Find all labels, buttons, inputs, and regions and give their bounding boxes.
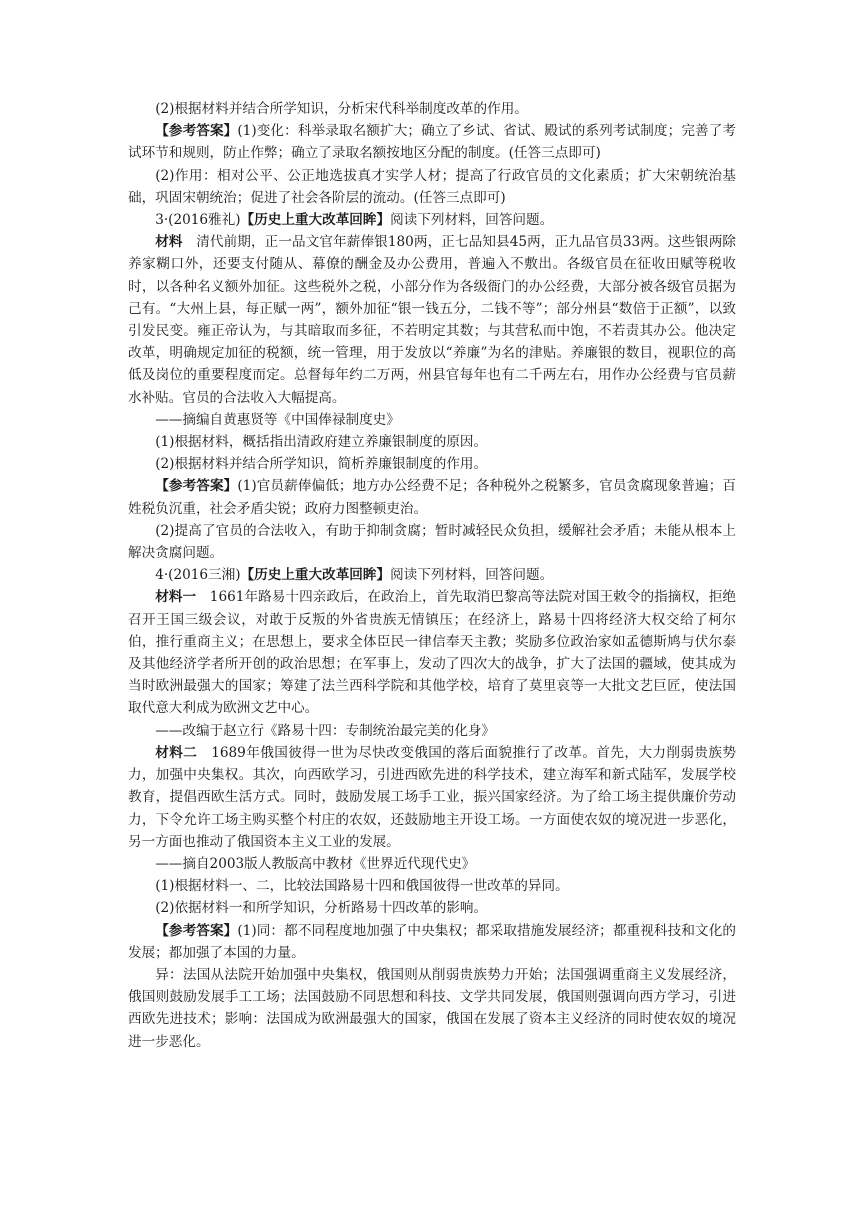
answer-label: 【参考答案】 [155,922,238,939]
question-text: (1)根据材料一、二，比较法国路易十四和俄国彼得一世改革的异同。 [155,878,569,895]
document-page [128,98,736,1053]
question-heading [128,564,736,586]
material-label: 材料一 [155,589,197,606]
answer-text: (1)官员薪俸偏低；地方办公经费不足；各种税外之税繁多，官员贪腐现象普遍；百姓税负沉重，社会矛盾尖锐；政府力图整顿吏治。 [128,478,736,517]
material-paragraph [128,586,736,719]
material-text: 1661年路易十四亲政后，在政治上，首先取消巴黎高等法院对国王敕令的指摘权，拒绝召开王国三级会议，对敢于反叛的外省贵族无情镇压；在经济上，路易十四将经济大权交给了柯尔伯，推行重商主义；在思想上，要求全体臣民一律信奉天主教；奖励多位政治家如孟德斯鸠与伏尔泰及其他经济学者所开创的政治思想；在军事上，发动了四次大的战争，扩大了法国的疆域，使其成为当时欧洲最强大的国家；筹建了法兰西科学院和其他学校，培育了莫里哀等一大批文艺巨匠，使法国取代意大利成为欧洲文艺中心。 [128,589,737,717]
answer-paragraph [128,920,736,964]
answer-text: (1)变化：科举录取名额扩大；确立了乡试、省试、殿试的系列考试制度；完善了考试环节和规则，防止作弊；确立了录取名额按地区分配的制度。(任答三点即可) [128,123,736,162]
question-number: 4·(2016三湘) [155,567,241,584]
question-text: (2)根据材料并结合所学知识，分析宋代科举制度改革的作用。 [155,101,528,117]
answer-text: (2)作用：相对公平、公正地选拔真才实学人材；提高了行政官员的文化素质；扩大宋朝统治基础，巩固宋朝统治；促进了社会各阶层的流动。(任答三点即可) [128,167,736,206]
answer-text: 异：法国从法院开始加强中央集权，俄国则从削弱贵族势力开始；法国强调重商主义发展经济，俄国则鼓励发展手工工场；法国鼓励不同思想和科技、文学共同发展，俄国则强调向西方学习，引进西欧先进技术；影响：法国成为欧洲最强大的国家，俄国在发展了资本主义经济的同时使农奴的境况进一步恶化。 [128,966,736,1050]
material-source: ——摘编自黄惠贤等《中国俸禄制度史》 [155,411,400,428]
question-number: 3·(2016雅礼) [155,212,241,229]
material-source: ——改编于赵立行《路易十四：专制统治最完美的化身》 [155,722,496,739]
question-tag: 【历史上重大改革回眸】 [240,212,391,229]
answer-paragraph [128,120,736,164]
question-intro: 阅读下列材料，回答问题。 [390,212,554,229]
answer-label: 【参考答案】 [155,123,238,140]
question-heading [128,209,736,231]
answer-paragraph [128,475,736,519]
answer-text: (1)同：都不同程度地加强了中央集权；都采取措施发展经济；都重视科技和文化的发展；都加强了本国的力量。 [128,922,736,961]
material-source: ——摘自2003版人教版高中教材《世界近代现代史》 [155,855,476,872]
question-text: (2)依据材料一和所学知识，分析路易十四改革的影响。 [155,900,488,917]
material-paragraph [128,231,736,409]
question-tag: 【历史上重大改革回眸】 [240,567,391,584]
material-label: 材料二 [155,744,198,761]
material-text: 1689年俄国彼得一世为尽快改变俄国的落后面貌推行了改革。首先，大力削弱贵族势力，加强中央集权。其次，向西欧学习，引进西欧先进的科学技术，建立海军和新式陆军，发展学校教育，提倡西欧生活方式。同时，鼓励发展工场手工业，振兴国家经济。为了给工场主提供廉价劳动力，下令允许工场主购买整个村庄的农奴，还鼓励地主开设工场。一方面使农奴的境况进一步恶化，另一方面也推动了俄国资本主义工业的发展。 [128,744,737,850]
answer-text: (2)提高了官员的合法收入，有助于抑制贪腐；暂时减轻民众负担，缓解社会矛盾；未能从根本上解决贪腐问题。 [128,522,736,562]
question-text: (1)根据材料，概括指出清政府建立养廉银制度的原因。 [155,434,488,451]
answer-label: 【参考答案】 [155,478,238,495]
material-text: 清代前期，正一品文官年薪俸银180两，正七品知县45两，正九品官员33两。这些银两除养家糊口外，还要支付随从、幕僚的酬金及办公费用，普遍入不敷出。各级官员在征收田赋等税收时，以各种名义额外加征。这些税外之税，小部分作为各级衙门的办公经费，大部分被各级官员据为己有。“大州上县，每正赋一两”，额外加征“银一钱五分，二钱不等”；部分州县“数倍于正额”，以致引发民变。雍正帝认为，与其暗取而多征，不若明定其数；与其营私而中饱，不若责其办公。他决定改革，明确规定加征的税额，统一管理，用于发放以“养廉”为名的津贴。养廉银的数目，视职位的高低及岗位的重要程度而定。总督每年约二万两，州县官每年也有二千两左右，用作办公经费与官员薪水补贴。官员的合法收入大幅提高。 [128,234,736,406]
question-intro: 阅读下列材料，回答问题。 [390,567,554,584]
material-label: 材料 [155,234,183,251]
question-text: (2)根据材料并结合所学知识，简析养廉银制度的作用。 [155,456,488,473]
material-paragraph [128,742,736,853]
